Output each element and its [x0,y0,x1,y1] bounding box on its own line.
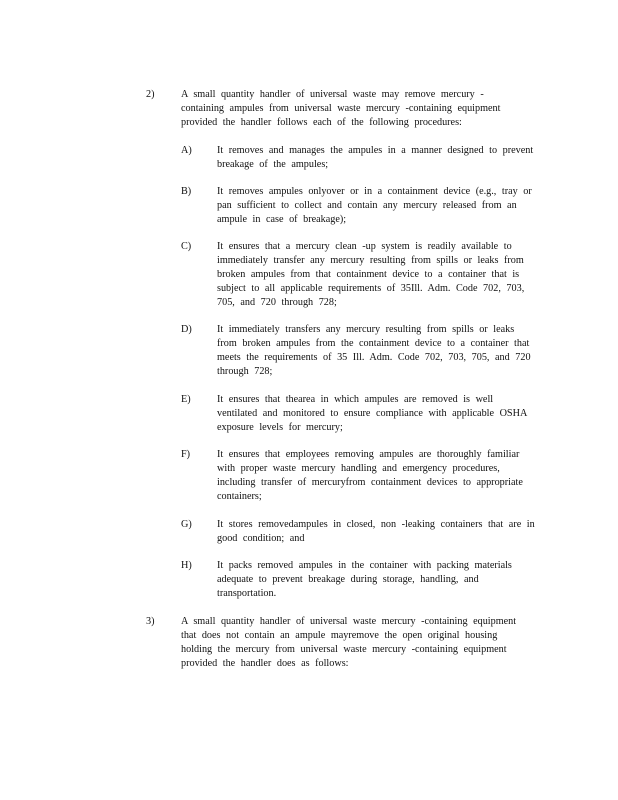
subitem-number: B) [181,186,192,197]
subitem-number: E) [181,394,191,405]
subitem-number: H) [181,560,192,571]
subitem-h [181,559,541,601]
subitem-number: F) [181,449,191,460]
list-item-2 [146,88,546,130]
subitem-number: D) [181,324,192,335]
subitem-number: C) [181,241,192,252]
subitem-text: It packs removed ampules in the container with packing materials adequate to prevent breakage during storage, handling, and transportation. [217,560,512,599]
subitem-text: It ensures that thearea in which ampules are removed is well ventilated and monitored to ensure compliance with applicable OSHA exposure levels for mercury; [217,394,527,433]
subitem-b [181,185,541,227]
subitem-d [181,323,541,379]
subitem-text: It stores removedampules in closed, non -leaking containers that are in good condition; and [217,519,535,544]
subitem-a [181,144,541,172]
subitem-number: A) [181,145,192,156]
subitem-f [181,448,541,504]
subitem-text: It immediately transfers any mercury resulting from spills or leaks from broken ampules from the containment device to a container that meets the requirements of 35 Ill. Adm. Code 702, 703, 705, and 720 through 728; [217,324,531,377]
item-text: A small quantity handler of universal waste may remove mercury - containing ampules from universal waste mercury -containing equipment provided the handler follows each of the following procedures: [181,89,501,128]
subitem-text: It removes and manages the ampules in a manner designed to prevent breakage of the ampules; [217,145,534,170]
subitem-e [181,393,541,435]
subitem-text: It ensures that a mercury clean -up system is readily available to immediately transfer any mercury resulting from spills or leaks from broken ampules from that containment device to a container that is subject to all applicable requirements of 35Ill. Adm. Code 702, 703, 705, and 720 through 728; [217,241,525,308]
item-text: A small quantity handler of universal waste mercury -containing equipment that does not contain an ampule mayremove the open original housing holding the mercury from universal waste mercury -containing equipment provided the handler does as follows: [181,616,517,669]
subitem-number: G) [181,519,192,530]
subitem-text: It ensures that employees removing ampules are thoroughly familiar with proper waste mercury handling and emergency procedures, including transfer of mercuryfrom containment devices to appropriate containers; [217,449,523,502]
subitem-text: It removes ampules onlyover or in a containment device (e.g., tray or pan sufficient to collect and contain any mercury released from an ampule in case of breakage); [217,186,532,225]
item-number: 3) [146,616,155,627]
subitem-c [181,240,541,310]
subitem-g [181,518,541,546]
list-item-3 [146,615,546,671]
item-number: 2) [146,89,155,100]
